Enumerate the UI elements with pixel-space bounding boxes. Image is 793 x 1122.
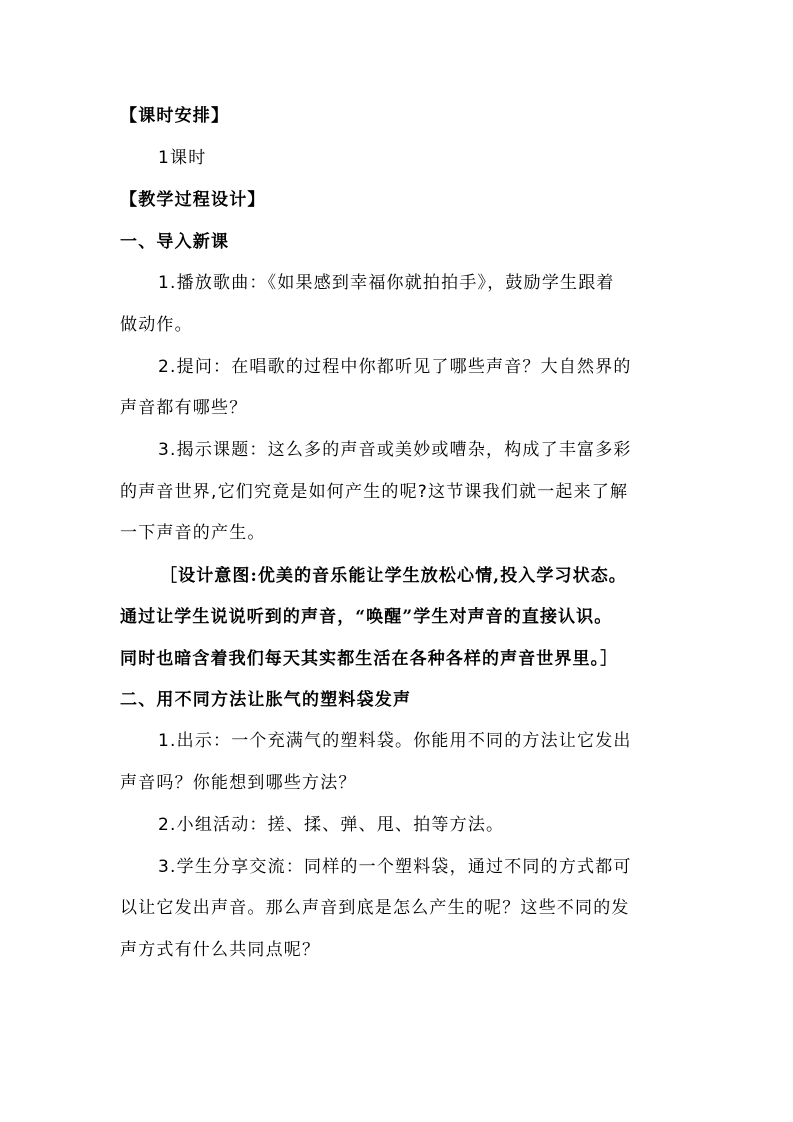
part2-step2-line1: 2.小组活动：搓、揉、弹、甩、拍等方法。 xyxy=(158,815,505,835)
part1-step3-line2: 的声音世界,它们究竟是如何产生的呢?这节课我们就一起来了解 xyxy=(120,482,629,502)
schedule-heading: 【课时安排】 xyxy=(120,106,230,126)
process-heading: 【教学过程设计】 xyxy=(120,190,266,210)
part2-title: 二、用不同方法让胀气的塑料袋发声 xyxy=(120,690,412,710)
design-intent-line3: 同时也暗含着我们每天其实都生活在各种各样的声音世界里。］ xyxy=(120,649,619,669)
part1-step1-line2: 做动作。 xyxy=(120,315,193,335)
part1-title: 一、导入新课 xyxy=(120,232,230,252)
part2-step3-line1: 3.学生分享交流：同样的一个塑料袋，通过不同的方式都可 xyxy=(158,857,632,877)
part2-step1-line1: 1.出示：一个充满气的塑料袋。你能用不同的方法让它发出 xyxy=(158,731,632,751)
part1-step1-line1: 1.播放歌曲：《如果感到幸福你就拍拍手》，鼓励学生跟着 xyxy=(158,273,615,293)
part1-step2-line1: 2.提问：在唱歌的过程中你都听见了哪些声音？大自然界的 xyxy=(158,357,632,377)
part1-step2-line2: 声音都有哪些？ xyxy=(120,398,248,418)
schedule-value: 1课时 xyxy=(158,148,207,168)
design-intent-line1: ［设计意图:优美的音乐能让学生放松心情,投入学习状态。 xyxy=(160,566,627,586)
part2-step1-line2: 声音吗？你能想到哪些方法？ xyxy=(120,773,357,793)
part1-step3-line1: 3.揭示课题：这么多的声音或美妙或嘈杂，构成了丰富多彩 xyxy=(158,440,632,460)
part2-step3-line3: 声方式有什么共同点呢？ xyxy=(120,940,321,960)
design-intent-line2: 通过让学生说说听到的声音，“唤醒”学生对声音的直接认识。 xyxy=(120,607,613,627)
part1-step3-line3: 一下声音的产生。 xyxy=(120,523,266,543)
part2-step3-line2: 以让它发出声音。那么声音到底是怎么产生的呢？这些不同的发 xyxy=(120,898,630,918)
